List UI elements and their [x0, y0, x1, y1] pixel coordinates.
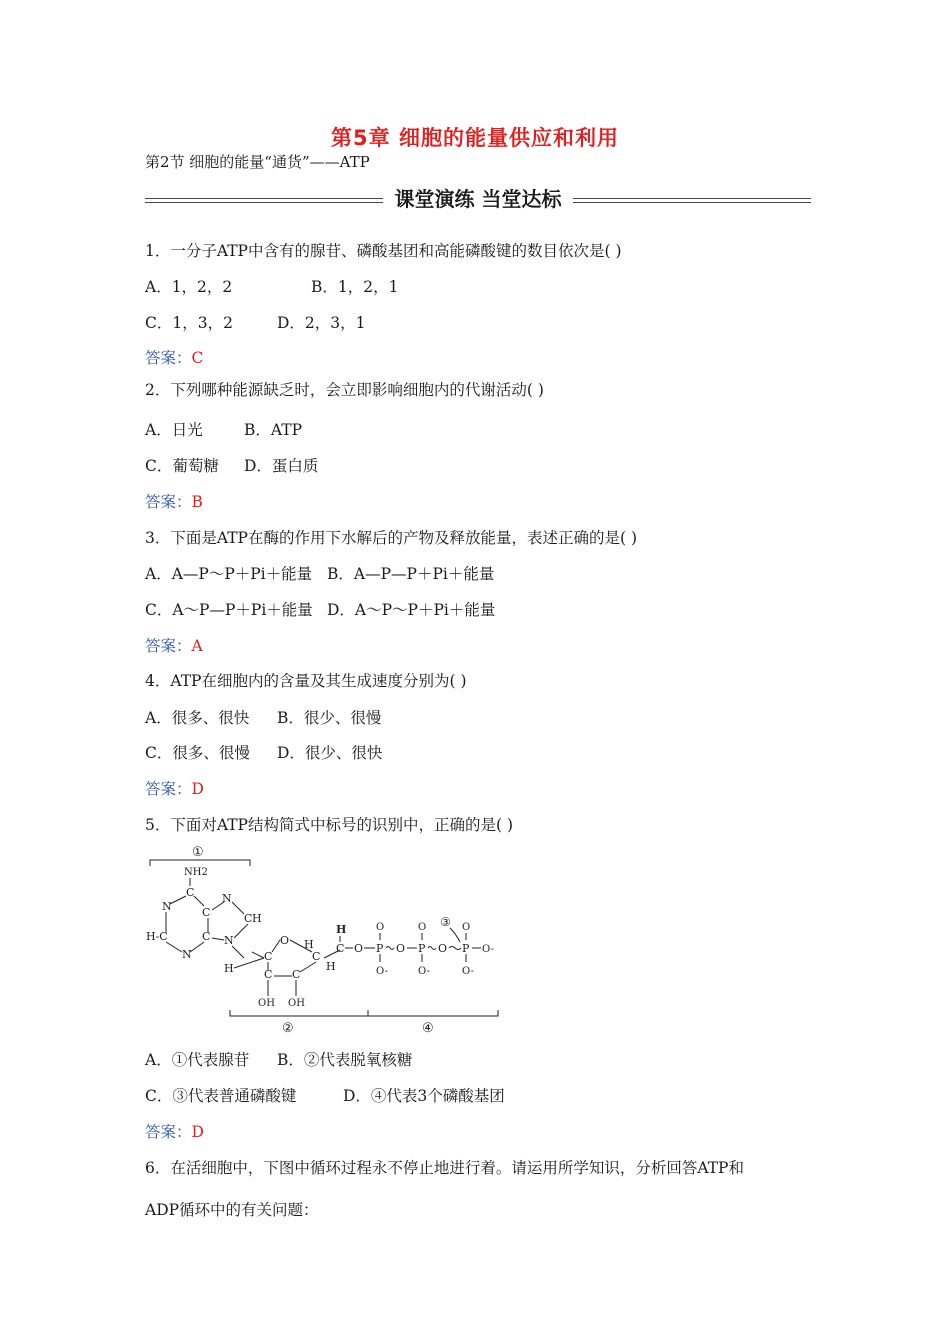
atom-h: H: [326, 960, 336, 973]
banner-text: 课堂演练 当堂达标: [394, 187, 562, 211]
question-5-option-c: C．③代表普通磷酸键: [145, 1087, 297, 1105]
question-3-option-b: B．A—P—P＋Pi＋能量: [327, 565, 495, 583]
question-3-option-a: A．A—P～P＋Pi＋能量: [145, 565, 313, 583]
label-circle-3: ③: [440, 915, 451, 929]
atom-o: O: [418, 922, 427, 933]
atom-o: O: [438, 942, 448, 955]
question-4-answer: [145, 777, 204, 799]
ribose-bonds: [234, 940, 340, 996]
question-3-option-d: D．A～P～P＋Pi＋能量: [327, 601, 496, 619]
question-1-option-d: D．2，3，1: [277, 314, 366, 332]
question-2-option-c: C．葡萄糖: [145, 457, 219, 475]
question-2-option-b: B．ATP: [244, 421, 303, 439]
question-4-stem: 4．ATP在细胞内的含量及其生成速度分别为( ): [145, 672, 467, 690]
answer-label: 答案：: [145, 637, 192, 655]
atom-hc: H-C: [146, 930, 168, 943]
label-circle-1: ①: [192, 845, 204, 860]
answer-value: D: [191, 1123, 204, 1141]
question-5-stem: 5．下面对ATP结构简式中标号的识别中，正确的是( ): [145, 816, 513, 834]
question-3-answer: [145, 634, 203, 656]
label-o-minus: O-: [482, 944, 494, 955]
question-4-option-c: C．很多、很慢: [145, 744, 250, 762]
section-banner: [145, 183, 811, 213]
atom-h: H: [304, 938, 314, 951]
answer-value: D: [191, 780, 204, 798]
banner-rule-right: [573, 198, 811, 203]
atom-c: C: [292, 968, 301, 981]
question-2-answer: [145, 490, 203, 512]
label-oh: OH: [258, 998, 275, 1009]
question-1-stem: 1．一分子ATP中含有的腺苷、磷酸基团和高能磷酸键的数目依次是( ): [145, 242, 622, 260]
question-5-option-b: B．②代表脱氧核糖: [277, 1051, 413, 1069]
answer-label: 答案：: [145, 493, 192, 511]
label-o-minus: O-: [418, 966, 430, 977]
brace-1: [150, 860, 250, 866]
question-2-option-d: D．蛋白质: [244, 457, 319, 475]
atom-c: C: [264, 950, 273, 963]
label-oh: OH: [288, 998, 305, 1009]
brace-4: [368, 1010, 498, 1016]
question-5-option-a: A．①代表腺苷: [145, 1051, 250, 1069]
section-title: 第2节 细胞的能量“通货”——ATP: [145, 153, 370, 171]
atom-o: O: [396, 942, 406, 955]
atom-o: O: [354, 942, 364, 955]
answer-value: C: [191, 349, 204, 367]
question-4-option-d: D．很少、很快: [277, 744, 383, 762]
atom-h: H: [336, 923, 347, 936]
label-o-minus: O-: [376, 966, 388, 977]
atp-structure-figure: [140, 840, 520, 1040]
chapter-title: 第5章 细胞的能量供应和利用: [331, 126, 619, 150]
atom-o: O: [376, 922, 385, 933]
question-5-answer: [145, 1120, 204, 1142]
question-4-option-b: B．很少、很慢: [277, 709, 382, 727]
atom-c: C: [186, 886, 195, 899]
label-circle-2: ②: [282, 1021, 294, 1036]
atom-n: N: [224, 934, 234, 947]
atom-c: C: [244, 912, 253, 925]
atom-o: O: [462, 922, 471, 933]
answer-label: 答案：: [145, 349, 192, 367]
answer-label: 答案：: [145, 1123, 192, 1141]
atom-c: C: [202, 930, 211, 943]
atom-c: C: [202, 906, 211, 919]
question-6-stem-line-1: 6．在活细胞中，下图中循环过程永不停止地进行着。请运用所学知识，分析回答ATP和: [145, 1159, 744, 1177]
atom-h: H: [224, 962, 234, 975]
answer-value: A: [191, 637, 203, 655]
atom-n: N: [162, 900, 172, 913]
atom-c: C: [264, 968, 273, 981]
atom-p: P: [418, 942, 426, 955]
banner-rule-left: [145, 198, 383, 203]
atom-n: N: [222, 892, 232, 905]
question-1-option-c: C．1，3，2: [145, 314, 233, 332]
question-4-option-a: A．很多、很快: [145, 709, 250, 727]
label-o-minus: O-: [462, 966, 474, 977]
question-1-option-b: B．1，2，1: [311, 278, 399, 296]
question-2-stem: 2．下列哪种能源缺乏时，会立即影响细胞内的代谢活动( ): [145, 381, 544, 399]
atom-o: O: [280, 934, 290, 947]
atom-n: N: [182, 948, 192, 961]
atom-c: C: [336, 942, 345, 955]
label-nh2: NH2: [184, 867, 208, 878]
question-3-option-c: C．A～P—P＋Pi＋能量: [145, 601, 313, 619]
answer-value: B: [191, 493, 203, 511]
atom-p: P: [462, 942, 470, 955]
atom-h: H: [252, 912, 262, 925]
question-6-stem-line-2: ADP循环中的有关问题：: [145, 1201, 319, 1219]
question-2-option-a: A．日光: [145, 421, 203, 439]
brace-2: [230, 1010, 368, 1016]
label-circle-4: ④: [422, 1021, 434, 1036]
question-3-stem: 3．下面是ATP在酶的作用下水解后的产物及释放能量，表述正确的是( ): [145, 529, 637, 547]
question-1-option-a: A．1，2，2: [145, 278, 233, 296]
question-5-option-d: D．④代表3个磷酸基团: [343, 1087, 505, 1105]
atom-c: C: [312, 950, 321, 963]
atom-p: P: [376, 942, 384, 955]
question-1-answer: [145, 346, 203, 368]
answer-label: 答案：: [145, 780, 192, 798]
